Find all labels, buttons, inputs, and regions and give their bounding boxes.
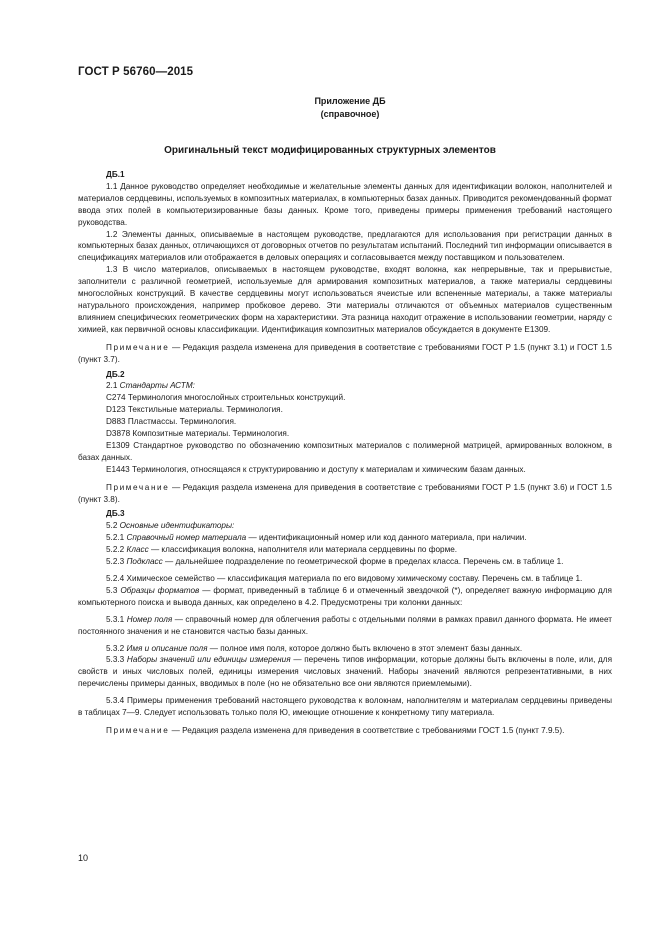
reference-item [78, 464, 612, 476]
clause-5-2-2 [78, 544, 612, 556]
document-body [78, 166, 612, 737]
standard-number: ГОСТ Р 56760—2015 [78, 66, 194, 78]
reference-code: С274 [106, 393, 126, 403]
clause-text: — справочный номер для облегчения работы с отдельными полями в рамках правил данного формата. Не имеет постоянного значения и не становится частью базы данных. [78, 614, 612, 636]
reference-code: E1309 [106, 440, 130, 450]
clause-term: Имя и описание поля [126, 643, 208, 653]
clause-term: Наборы значений или единицы измерения [126, 655, 291, 665]
clause-text: — классификация волокна, наполнителя или материала сердцевины по форме. [150, 545, 458, 555]
clause-5-3-4: 5.3.4 Примеры применения требований настоящего руководства к волокнам, наполнителям и материалам сердцевины приведены в таблицах 7—9. Следует использовать только поля Ю, имеющие отношение к конкретному типу материала. [78, 696, 612, 718]
reference-text: Пластмассы. Терминология. [127, 417, 237, 427]
note-label: Примечание [106, 342, 170, 352]
appendix-label: Приложение ДБ [314, 96, 386, 106]
reference-code: D3878 [106, 429, 131, 439]
clause-text: — формат, приведенный в таблице 6 и отмеченный звездочкой (*), определяет важную информацию для компьютерного поиска и вывода данных, как определено в 4.2. Предусмотрены три колонки данных: [78, 585, 612, 607]
reference-item [78, 392, 612, 404]
appendix-title: Оригинальный текст модифицированных структурных элементов [164, 145, 496, 156]
note-db1 [78, 342, 612, 366]
clause-5-2-4: 5.2.4 Химическое семейство — классификация материала по его видовому химическому составу. Перечень см. в таблице 1. [106, 574, 583, 583]
note-label: Примечание [106, 482, 170, 492]
clause-text: — перечень типов информации, которые должны быть включены в поле, или, для свойств и иных числовых полей, единицы измерения числовых значений. Наборы значений являются репрезентативными, в них перечислены примеры данных, вводимых в поле (но не обязательно все они являются приемлемыми). [78, 655, 613, 689]
clause-number: 5.3.2 [106, 643, 125, 653]
section-heading-db1: ДБ.1 [106, 170, 125, 179]
standards-intro [78, 380, 612, 392]
paragraph-1-2: 1.2 Элементы данных, описываемые в настоящем руководстве, предлагаются для использования при регистрации данных в компьютерных базах данных, отличающихся от договорных отчетов по результатам испытаний. Последний тип информации описывается в спецификациях материалов или отображается в деловых операциях и согласовывается между поставщиком и пользователем. [78, 229, 612, 263]
clause-term: Класс [126, 545, 149, 555]
reference-item [78, 404, 612, 416]
clause-term: Подкласс [126, 557, 163, 567]
clause-5-2 [78, 520, 612, 532]
reference-text: Стандартное руководство по обозначению композитных материалов с полимерной матрицей, армированных волокном, в базах данных. [78, 440, 613, 462]
paragraph-1-3: 1.3 В число материалов, описываемых в настоящем руководстве, входят волокна, как непрерывные, так и прерывистые, заполнители с различной геометрией, используемые для армирования композитных материалов, а также материалы сердцевины многослойных конструкций. В качестве сердцевины могут использоваться ячеистые или вспененные материалы, а также материалы натурального происхождения, например пробковое дерево. Эти материалы отличаются от объемных материалов существенным влиянием специфических геометрических форм на характеристики. Эта разница находит отражение в использовании геометрии, наряду с химией, как первичной основы классификации. Идентификация композитных материалов обсуждается в документе E1309. [78, 265, 612, 334]
reference-code: E1443 [106, 464, 130, 474]
clause-number: 2.1 [106, 381, 118, 391]
clause-term: Справочный номер материала [126, 533, 247, 543]
section-heading-db3: ДБ.3 [106, 509, 125, 519]
clause-5-3-3 [78, 654, 612, 690]
paragraph-1-1: 1.1 Данное руководство определяет необходимые и желательные элементы данных для идентификации волокон, наполнителей и материалов сердцевины, используемых в композитных материалах, в компьютерных базах данных. Приводится рекомендованный формат ввода этих полей в компьютеризированные базы данных. Кроме того, приведены примеры применения требований настоящего руководства. [78, 181, 612, 227]
reference-item [78, 440, 612, 464]
clause-text: — дальнейшее подразделение по геометрической форме в пределах класса. Перечень см. в таблице 1. [165, 557, 564, 567]
clause-term: Образцы форматов [120, 585, 200, 595]
section-heading-db2: ДБ.2 [106, 369, 125, 379]
reference-code: D123 [106, 405, 126, 415]
clause-term: Стандарты АСТМ: [119, 381, 195, 391]
clause-number: 5.3 [106, 585, 118, 595]
clause-number: 5.2 [106, 521, 118, 531]
reference-text: Терминология многослойных строительных конструкций. [127, 393, 346, 403]
note-text: — Редакция раздела изменена для приведения в соответствие с требованиями ГОСТ Р 1.5 (пункт 3.1) и ГОСТ 1.5 (пункт 3.7). [78, 342, 612, 364]
clause-number: 5.2.1 [106, 533, 125, 543]
note-text: — Редакция раздела изменена для приведения в соответствие с требованиями ГОСТ Р 1.5 (пункт 3.6) и ГОСТ 1.5 (пункт 3.8). [78, 482, 612, 504]
clause-number: 5.3.1 [106, 614, 125, 624]
clause-5-2-3 [78, 556, 612, 568]
clause-5-2-1 [78, 532, 612, 544]
page-number: 10 [78, 853, 89, 863]
clause-term: Номер поля [126, 614, 173, 624]
reference-item [78, 416, 612, 428]
note-db3 [78, 725, 612, 737]
clause-5-3 [78, 585, 612, 609]
reference-code: D883 [106, 417, 126, 427]
clause-text: — идентификационный номер или код данного материала, при наличии. [248, 533, 527, 543]
note-db2 [78, 482, 612, 506]
reference-text: Терминология, относящаяся к структурированию и доступу к материалам и химическим базам данных. [131, 464, 526, 474]
note-text: — Редакция раздела изменена для приведения в соответствие с требованиями ГОСТ 1.5 (пункт 7.9.5). [171, 725, 565, 735]
clause-5-3-2 [78, 643, 612, 655]
clause-number: 5.2.2 [106, 545, 125, 555]
clause-text: — полное имя поля, которое должно быть включено в этот элемент базы данных. [209, 643, 523, 653]
clause-5-3-1 [78, 614, 612, 638]
reference-item [78, 428, 612, 440]
clause-term: Основные идентификаторы: [119, 521, 235, 531]
clause-number: 5.2.3 [106, 557, 125, 567]
reference-text: Композитные материалы. Терминология. [132, 429, 290, 439]
clause-number: 5.3.3 [106, 655, 125, 665]
appendix-type: (справочное) [320, 109, 380, 119]
reference-text: Текстильные материалы. Терминология. [127, 405, 283, 415]
note-label: Примечание [106, 725, 170, 735]
